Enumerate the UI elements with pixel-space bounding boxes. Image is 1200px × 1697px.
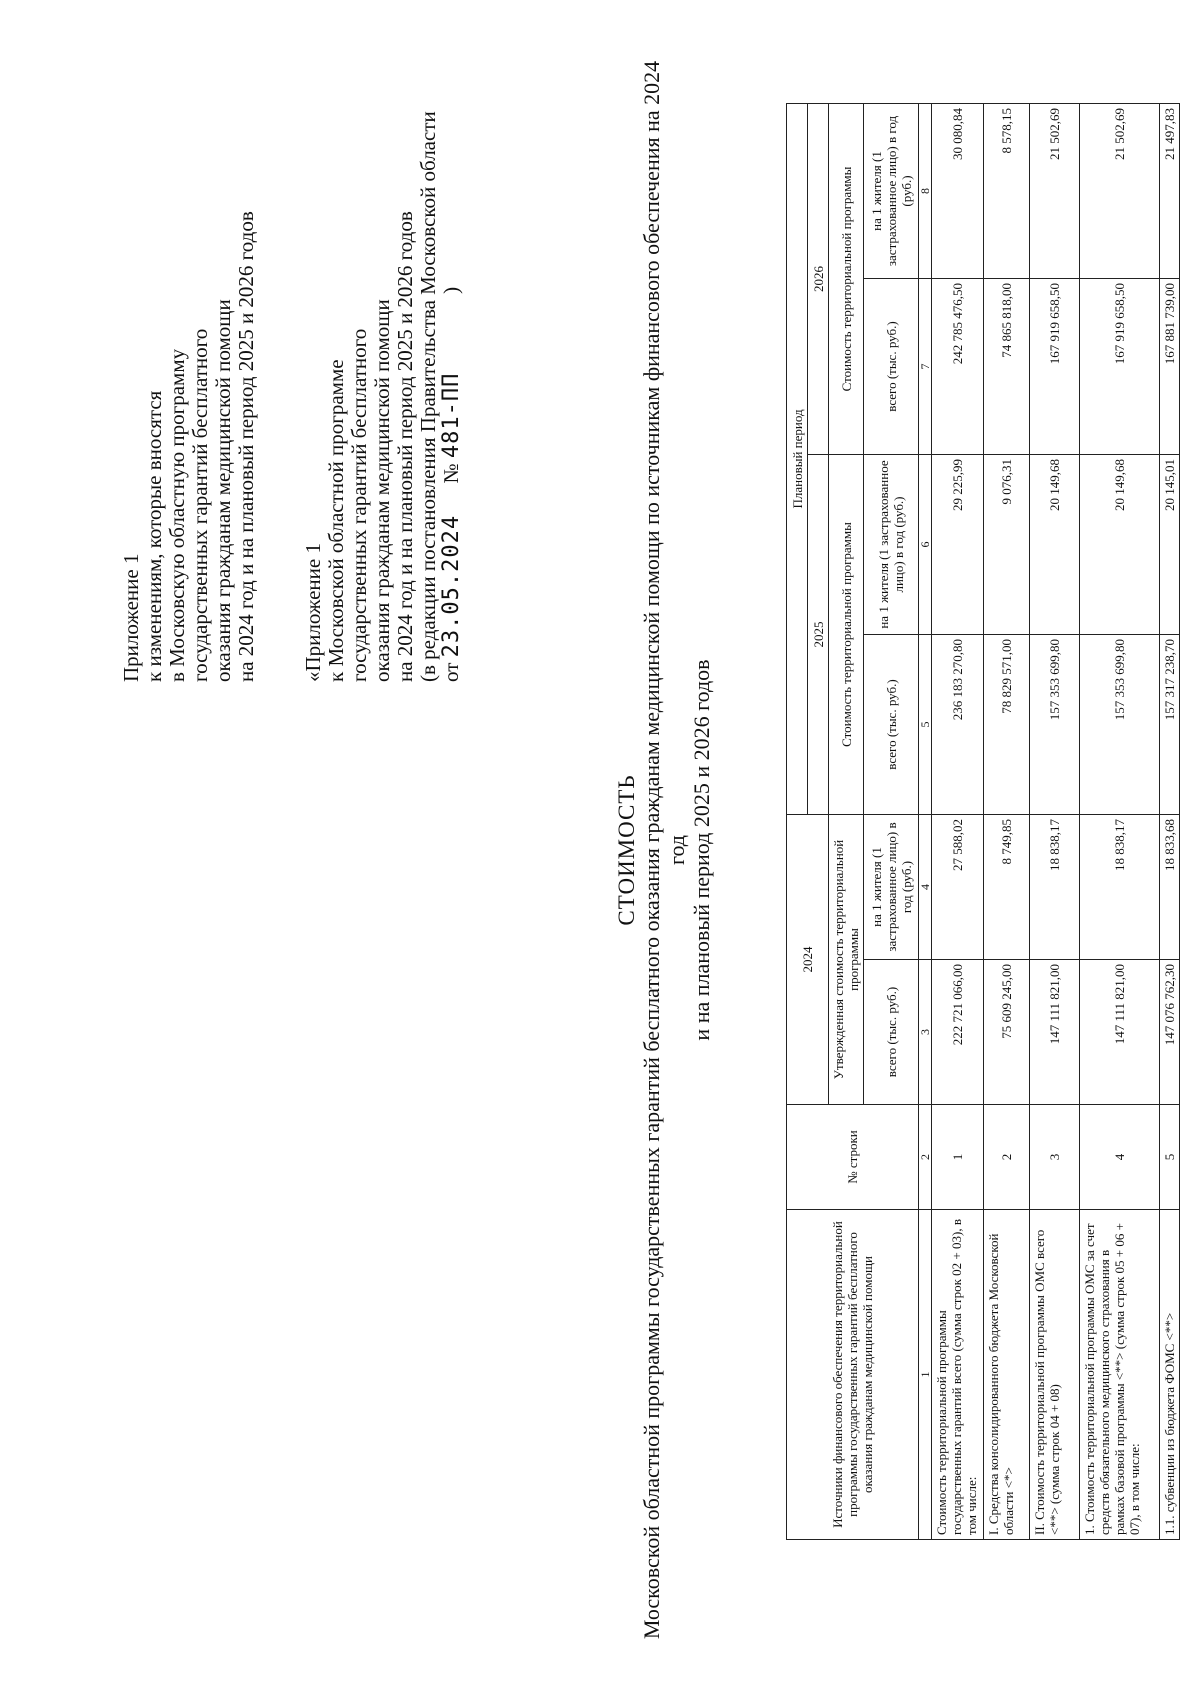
header-year-2025: 2025 bbox=[808, 455, 829, 815]
appendix-line: (в редакции постановления Правительства Московской области bbox=[416, 111, 440, 682]
cell-total-2026: 167 919 658,50 bbox=[1080, 279, 1160, 455]
cell-total-2024: 147 111 821,00 bbox=[1030, 960, 1080, 1105]
document-subtitle-cont: и на плановый период 2025 и 2026 годов bbox=[689, 659, 714, 1041]
column-number: 8 bbox=[919, 103, 932, 278]
original-appendix-caption bbox=[302, 82, 463, 682]
appendix-line: на 2024 год и на плановый период 2025 и 2026 годов bbox=[234, 211, 258, 682]
row-name: II. Стоимость территориальной программы ОМС всего <**> (сумма строк 04 + 08) bbox=[1030, 1210, 1080, 1540]
cell-per-capita-2026: 8 578,15 bbox=[984, 103, 1030, 278]
cost-table bbox=[786, 103, 1180, 1540]
cell-total-2024: 147 076 762,30 bbox=[1160, 960, 1180, 1105]
closing-bracket: ) bbox=[439, 286, 463, 294]
cell-total-2025: 78 829 571,00 bbox=[984, 635, 1030, 815]
cell-per-capita-2026: 21 502,69 bbox=[1030, 103, 1080, 278]
header-total: всего (тыс. руб.) bbox=[864, 635, 919, 815]
table-row bbox=[1160, 103, 1180, 1539]
from-prefix: от bbox=[439, 662, 463, 682]
cell-per-capita-2024: 18 838,17 bbox=[1030, 815, 1080, 960]
appendix-line: в Московскую областную программу bbox=[165, 348, 189, 682]
appendix-line: к изменениям, которые вносятся bbox=[142, 390, 166, 682]
cell-per-capita-2025: 20 149,68 bbox=[1080, 455, 1160, 635]
header-total: всего (тыс. руб.) bbox=[864, 279, 919, 455]
appendix-line: на 2024 год и на плановый период 2025 и 2026 годов bbox=[393, 211, 417, 682]
table-row bbox=[984, 103, 1030, 1539]
header-row-no: № строки bbox=[787, 1105, 919, 1210]
cell-per-capita-2025: 20 145,01 bbox=[1160, 455, 1180, 635]
row-number: 3 bbox=[1030, 1105, 1080, 1210]
resolution-number: 481-ПП bbox=[439, 372, 464, 459]
header-sources: Источники финансового обеспечения территориальной программы государственных гарантий бесплатного оказания гражданам медицинской помощи bbox=[787, 1210, 919, 1540]
cell-total-2024: 222 721 066,00 bbox=[932, 960, 984, 1105]
header-per-capita: на 1 жителя (1 застрахованное лицо) в год (руб.) bbox=[864, 455, 919, 635]
row-name: Стоимость территориальной программы государственных гарантий всего (сумма строк 02 + 03), в том числе: bbox=[932, 1210, 984, 1540]
number-sign: № bbox=[439, 463, 463, 484]
header-approved-cost: Утвержденная стоимость территориальной программы bbox=[829, 815, 864, 1105]
cell-per-capita-2025: 9 076,31 bbox=[984, 455, 1030, 635]
appendix-line: оказания гражданам медицинской помощи bbox=[211, 299, 235, 682]
column-number: 3 bbox=[919, 960, 932, 1105]
column-number: 2 bbox=[919, 1105, 932, 1210]
column-number: 4 bbox=[919, 815, 932, 960]
document-title: СТОИМОСТЬ bbox=[614, 774, 639, 926]
header-per-capita: на 1 жителя (1 застрахованное лицо) в год (руб.) bbox=[864, 815, 919, 960]
appendix-line: к Московской областной программе bbox=[324, 359, 348, 682]
cell-per-capita-2024: 27 588,02 bbox=[932, 815, 984, 960]
document-subtitle: Московской областной программы государственных гарантий бесплатного оказания гражданам медицинской помощи по источникам финансового обеспечения на 2024 год bbox=[639, 60, 689, 1640]
header-cost-2026: Стоимость территориальной программы bbox=[829, 103, 864, 454]
row-number: 4 bbox=[1080, 1105, 1160, 1210]
header-planned-period: Плановый период bbox=[787, 103, 808, 814]
appendix-line: «Приложение 1 bbox=[301, 543, 325, 682]
cell-per-capita-2024: 18 838,17 bbox=[1080, 815, 1160, 960]
column-number-row bbox=[919, 103, 932, 1539]
cell-total-2025: 157 317 238,70 bbox=[1160, 635, 1180, 815]
header-year-2024: 2024 bbox=[787, 815, 829, 1105]
row-name: 1.1. субвенции из бюджета ФОМС <**> bbox=[1160, 1210, 1180, 1540]
resolution-date: 23.05.2024 bbox=[439, 514, 464, 658]
column-number: 7 bbox=[919, 279, 932, 455]
appendix-line: государственных гарантий бесплатного bbox=[347, 328, 371, 682]
row-number: 1 bbox=[932, 1105, 984, 1210]
cell-per-capita-2024: 18 833,68 bbox=[1160, 815, 1180, 960]
appendix-line: оказания гражданам медицинской помощи bbox=[370, 299, 394, 682]
cell-total-2026: 74 865 818,00 bbox=[984, 279, 1030, 455]
row-number: 5 bbox=[1160, 1105, 1180, 1210]
cell-total-2024: 75 609 245,00 bbox=[984, 960, 1030, 1105]
header-per-capita: на 1 жителя (1 застрахованное лицо) в год (руб.) bbox=[864, 103, 919, 278]
cell-total-2026: 167 881 739,00 bbox=[1160, 279, 1180, 455]
header-year-2026: 2026 bbox=[808, 103, 829, 454]
cell-per-capita-2026: 30 080,84 bbox=[932, 103, 984, 278]
table-row bbox=[932, 103, 984, 1539]
column-number: 5 bbox=[919, 635, 932, 815]
cell-total-2025: 157 353 699,80 bbox=[1080, 635, 1160, 815]
cell-per-capita-2026: 21 502,69 bbox=[1080, 103, 1160, 278]
cell-total-2026: 167 919 658,50 bbox=[1030, 279, 1080, 455]
column-number: 6 bbox=[919, 455, 932, 635]
header-cost-2025: Стоимость территориальной программы bbox=[829, 455, 864, 815]
table-row bbox=[1030, 103, 1080, 1539]
cell-total-2026: 242 785 476,50 bbox=[932, 279, 984, 455]
resolution-line bbox=[440, 82, 463, 682]
cell-per-capita-2025: 29 225,99 bbox=[932, 455, 984, 635]
appendix-caption bbox=[120, 162, 258, 682]
row-name: I. Средства консолидированного бюджета Московской области <*> bbox=[984, 1210, 1030, 1540]
appendix-line: Приложение 1 bbox=[119, 553, 143, 682]
cell-per-capita-2024: 8 749,85 bbox=[984, 815, 1030, 960]
row-name: 1. Стоимость территориальной программы ОМС за счет средств обязательного медицинского страхования в рамках базовой программы <**> (сумма строк 05 + 06 + 07), в том числе: bbox=[1080, 1210, 1160, 1540]
document-heading bbox=[614, 50, 714, 1650]
cell-per-capita-2025: 20 149,68 bbox=[1030, 455, 1080, 635]
cell-total-2025: 157 353 699,80 bbox=[1030, 635, 1080, 815]
document-page bbox=[40, 50, 1177, 1650]
cell-total-2025: 236 183 270,80 bbox=[932, 635, 984, 815]
header-total: всего (тыс. руб.) bbox=[864, 960, 919, 1105]
row-number: 2 bbox=[984, 1105, 1030, 1210]
appendix-line: государственных гарантий бесплатного bbox=[188, 328, 212, 682]
table-row bbox=[1080, 103, 1160, 1539]
cell-total-2024: 147 111 821,00 bbox=[1080, 960, 1160, 1105]
column-number: 1 bbox=[919, 1210, 932, 1540]
cell-per-capita-2026: 21 497,83 bbox=[1160, 103, 1180, 278]
